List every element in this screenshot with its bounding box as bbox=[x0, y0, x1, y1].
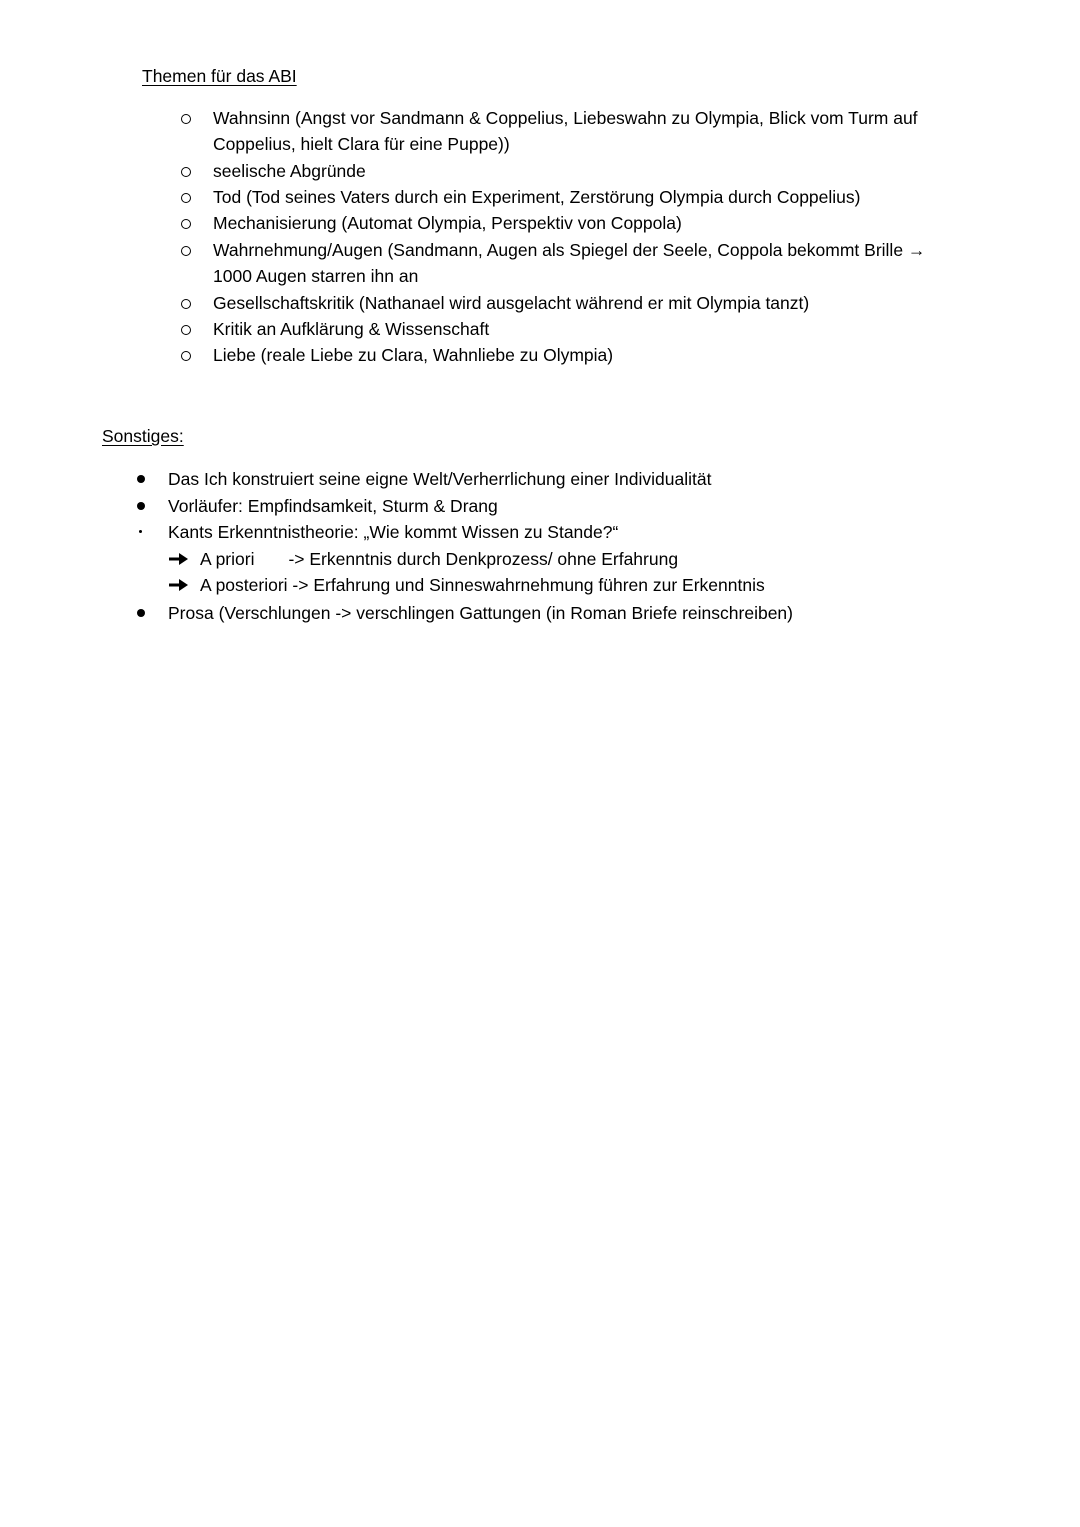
list-item: Liebe (reale Liebe zu Clara, Wahnliebe zu Olympia) bbox=[213, 345, 614, 365]
hollow-bullet-icon bbox=[181, 193, 191, 203]
themen-heading: Themen für das ABI bbox=[142, 66, 297, 86]
list-item-continuation: 1000 Augen starren ihn an bbox=[213, 266, 419, 286]
bullet-icon bbox=[137, 475, 145, 483]
list-item: Wahrnehmung/Augen (Sandmann, Augen als Spiegel der Seele, Coppola bekommt Brille → bbox=[213, 240, 926, 260]
list-item: Mechanisierung (Automat Olympia, Perspektiv von Coppola) bbox=[213, 213, 682, 233]
bullet-icon bbox=[139, 530, 142, 533]
sub-item-term: A priori bbox=[200, 549, 255, 569]
arrow-right-icon bbox=[168, 552, 190, 566]
hollow-bullet-icon bbox=[181, 114, 191, 124]
hollow-bullet-icon bbox=[181, 299, 191, 309]
sub-item bbox=[200, 546, 678, 572]
list-item: Vorläufer: Empfindsamkeit, Sturm & Drang bbox=[168, 496, 498, 516]
sub-item-text: -> Erkenntnis durch Denkprozess/ ohne Erfahrung bbox=[288, 549, 679, 569]
list-item-continuation: Coppelius, hielt Clara für eine Puppe)) bbox=[213, 134, 510, 154]
bullet-icon bbox=[137, 609, 145, 617]
hollow-bullet-icon bbox=[181, 246, 191, 256]
list-item: seelische Abgründe bbox=[213, 161, 366, 181]
hollow-bullet-icon bbox=[181, 219, 191, 229]
list-item: Prosa (Verschlungen -> verschlingen Gattungen (in Roman Briefe reinschreiben) bbox=[168, 603, 793, 623]
list-item: Kants Erkenntnistheorie: „Wie kommt Wissen zu Stande?“ bbox=[168, 522, 619, 542]
hollow-bullet-icon bbox=[181, 351, 191, 361]
sub-item bbox=[200, 572, 765, 598]
bullet-icon bbox=[137, 502, 145, 510]
sonstiges-heading: Sonstiges: bbox=[102, 426, 184, 446]
list-item: Tod (Tod seines Vaters durch ein Experiment, Zerstörung Olympia durch Coppelius) bbox=[213, 187, 861, 207]
arrow-right-icon bbox=[168, 578, 190, 592]
sub-item-text: -> Erfahrung und Sinneswahrnehmung führen zur Erkenntnis bbox=[292, 575, 765, 595]
list-item: Das Ich konstruiert seine eigne Welt/Verherrlichung einer Individualität bbox=[168, 469, 712, 489]
hollow-bullet-icon bbox=[181, 167, 191, 177]
hollow-bullet-icon bbox=[181, 325, 191, 335]
sub-item-term: A posteriori bbox=[200, 575, 288, 595]
list-item: Wahnsinn (Angst vor Sandmann & Coppelius, Liebeswahn zu Olympia, Blick vom Turm auf bbox=[213, 108, 918, 128]
list-item: Kritik an Aufklärung & Wissenschaft bbox=[213, 319, 490, 339]
list-item: Gesellschaftskritik (Nathanael wird ausgelacht während er mit Olympia tanzt) bbox=[213, 293, 810, 313]
